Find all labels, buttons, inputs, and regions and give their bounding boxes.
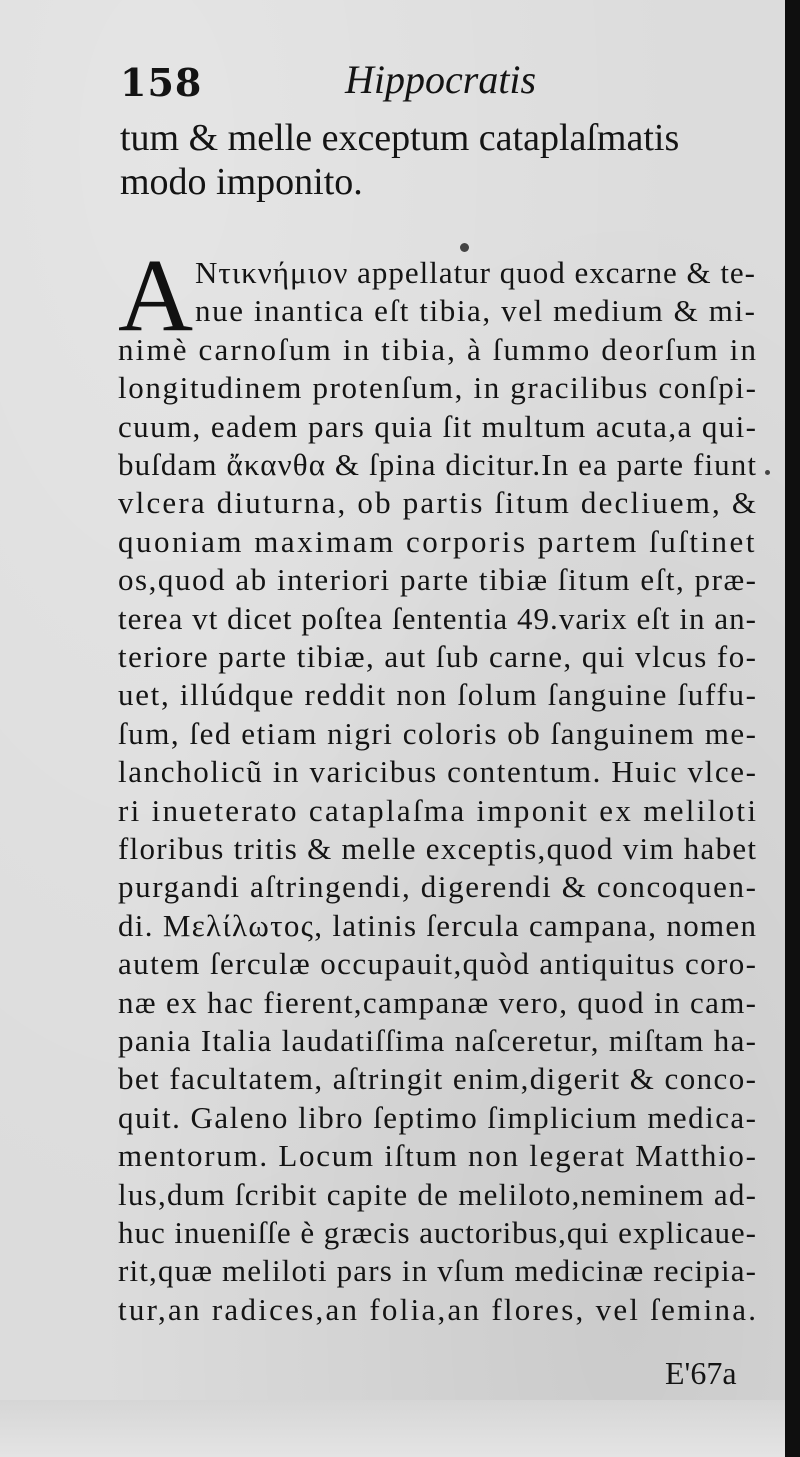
text-line: huc inueniſſe è græcis auctoribus,qui explicaue- (118, 1215, 757, 1250)
running-head: Hippocratis (345, 57, 537, 102)
drop-cap-initial: A (118, 238, 194, 353)
ink-speck (460, 243, 469, 252)
text-line: Nτικνήμιον appellatur quod excarne & te- (195, 255, 756, 290)
text-line: rit,quæ meliloti pars in vſum medicinæ recipia- (118, 1253, 758, 1289)
text-line: vlcera diuturna, ob partis ſitum decliuem, & (118, 485, 759, 521)
text-line: longitudinem protenſum, in gracilibus conſpi- (118, 370, 758, 406)
text-line: tur,an radices,an folia,an flores, vel ſemina. (118, 1291, 759, 1327)
text-line: di. Μελίλωτος, latinis ſercula campana, nomen (118, 907, 758, 943)
text-line: autem ſerculæ occupauit,quòd antiquitus coro- (118, 946, 758, 982)
opening-line: tum & melle exceptum cataplaſmatis (120, 117, 680, 159)
text-line: bet facultatem, aſtringit enim,digerit & conco- (118, 1061, 758, 1097)
text-line: næ ex hac fierent,campanæ vero, quod in cam- (118, 984, 758, 1020)
page-number: 158 (120, 60, 203, 105)
text-line: buſdam ἄκανθα & ſpina dicitur.In ea parte fiunt (118, 447, 758, 482)
page-edge-shadow (785, 0, 800, 1457)
text-line: floribus tritis & melle exceptis,quod vim habet (118, 831, 758, 866)
opening-line: modo imponito. (120, 161, 363, 203)
text-line: mentorum. Locum iſtum non legerat Matthio- (118, 1138, 758, 1174)
text-line: pania Italia laudatiſſima naſceretur, miſtam ha- (118, 1023, 758, 1058)
text-line: purgandi aſtringendi, digerendi & concoquen- (118, 869, 758, 905)
text-line: quit. Galeno libro ſeptimo ſimplicium medica- (118, 1099, 758, 1135)
text-line: quoniam maximam corporis partem ſuſtinet (118, 523, 757, 559)
text-line: terea vt dicet poſtea ſententia 49.varix eſt in an- (118, 600, 758, 636)
text-line: teriore parte tibiæ, aut ſub carne, qui vlcus fo- (118, 639, 758, 674)
text-line: ri inueterato cataplaſma imponit ex meliloti (118, 792, 759, 828)
catchword: E'67a (665, 1355, 737, 1391)
text-line: lus,dum ſcribit capite de meliloto,neminem ad- (118, 1176, 758, 1212)
text-line: cuum, eadem pars quia ſit multum acuta,a qui- (118, 408, 758, 444)
page-bottom-margin (0, 1400, 785, 1457)
text-line: ſum, ſed etiam nigri coloris ob ſanguinem me- (118, 715, 758, 751)
text-line: lancholicũ in varicibus contentum. Huic vlce- (118, 754, 758, 790)
text-line: os,quod ab interiori parte tibiæ ſitum eſt, præ- (118, 562, 758, 598)
text-line: nimè carnoſum in tibia, à ſummo deorſum in (118, 331, 759, 367)
text-line: uet, illúdque reddit non ſolum ſanguine ſuffu- (118, 677, 758, 713)
ink-speck (765, 470, 770, 475)
text-line: nue inantica eſt tibia, vel medium & mi- (195, 293, 757, 329)
